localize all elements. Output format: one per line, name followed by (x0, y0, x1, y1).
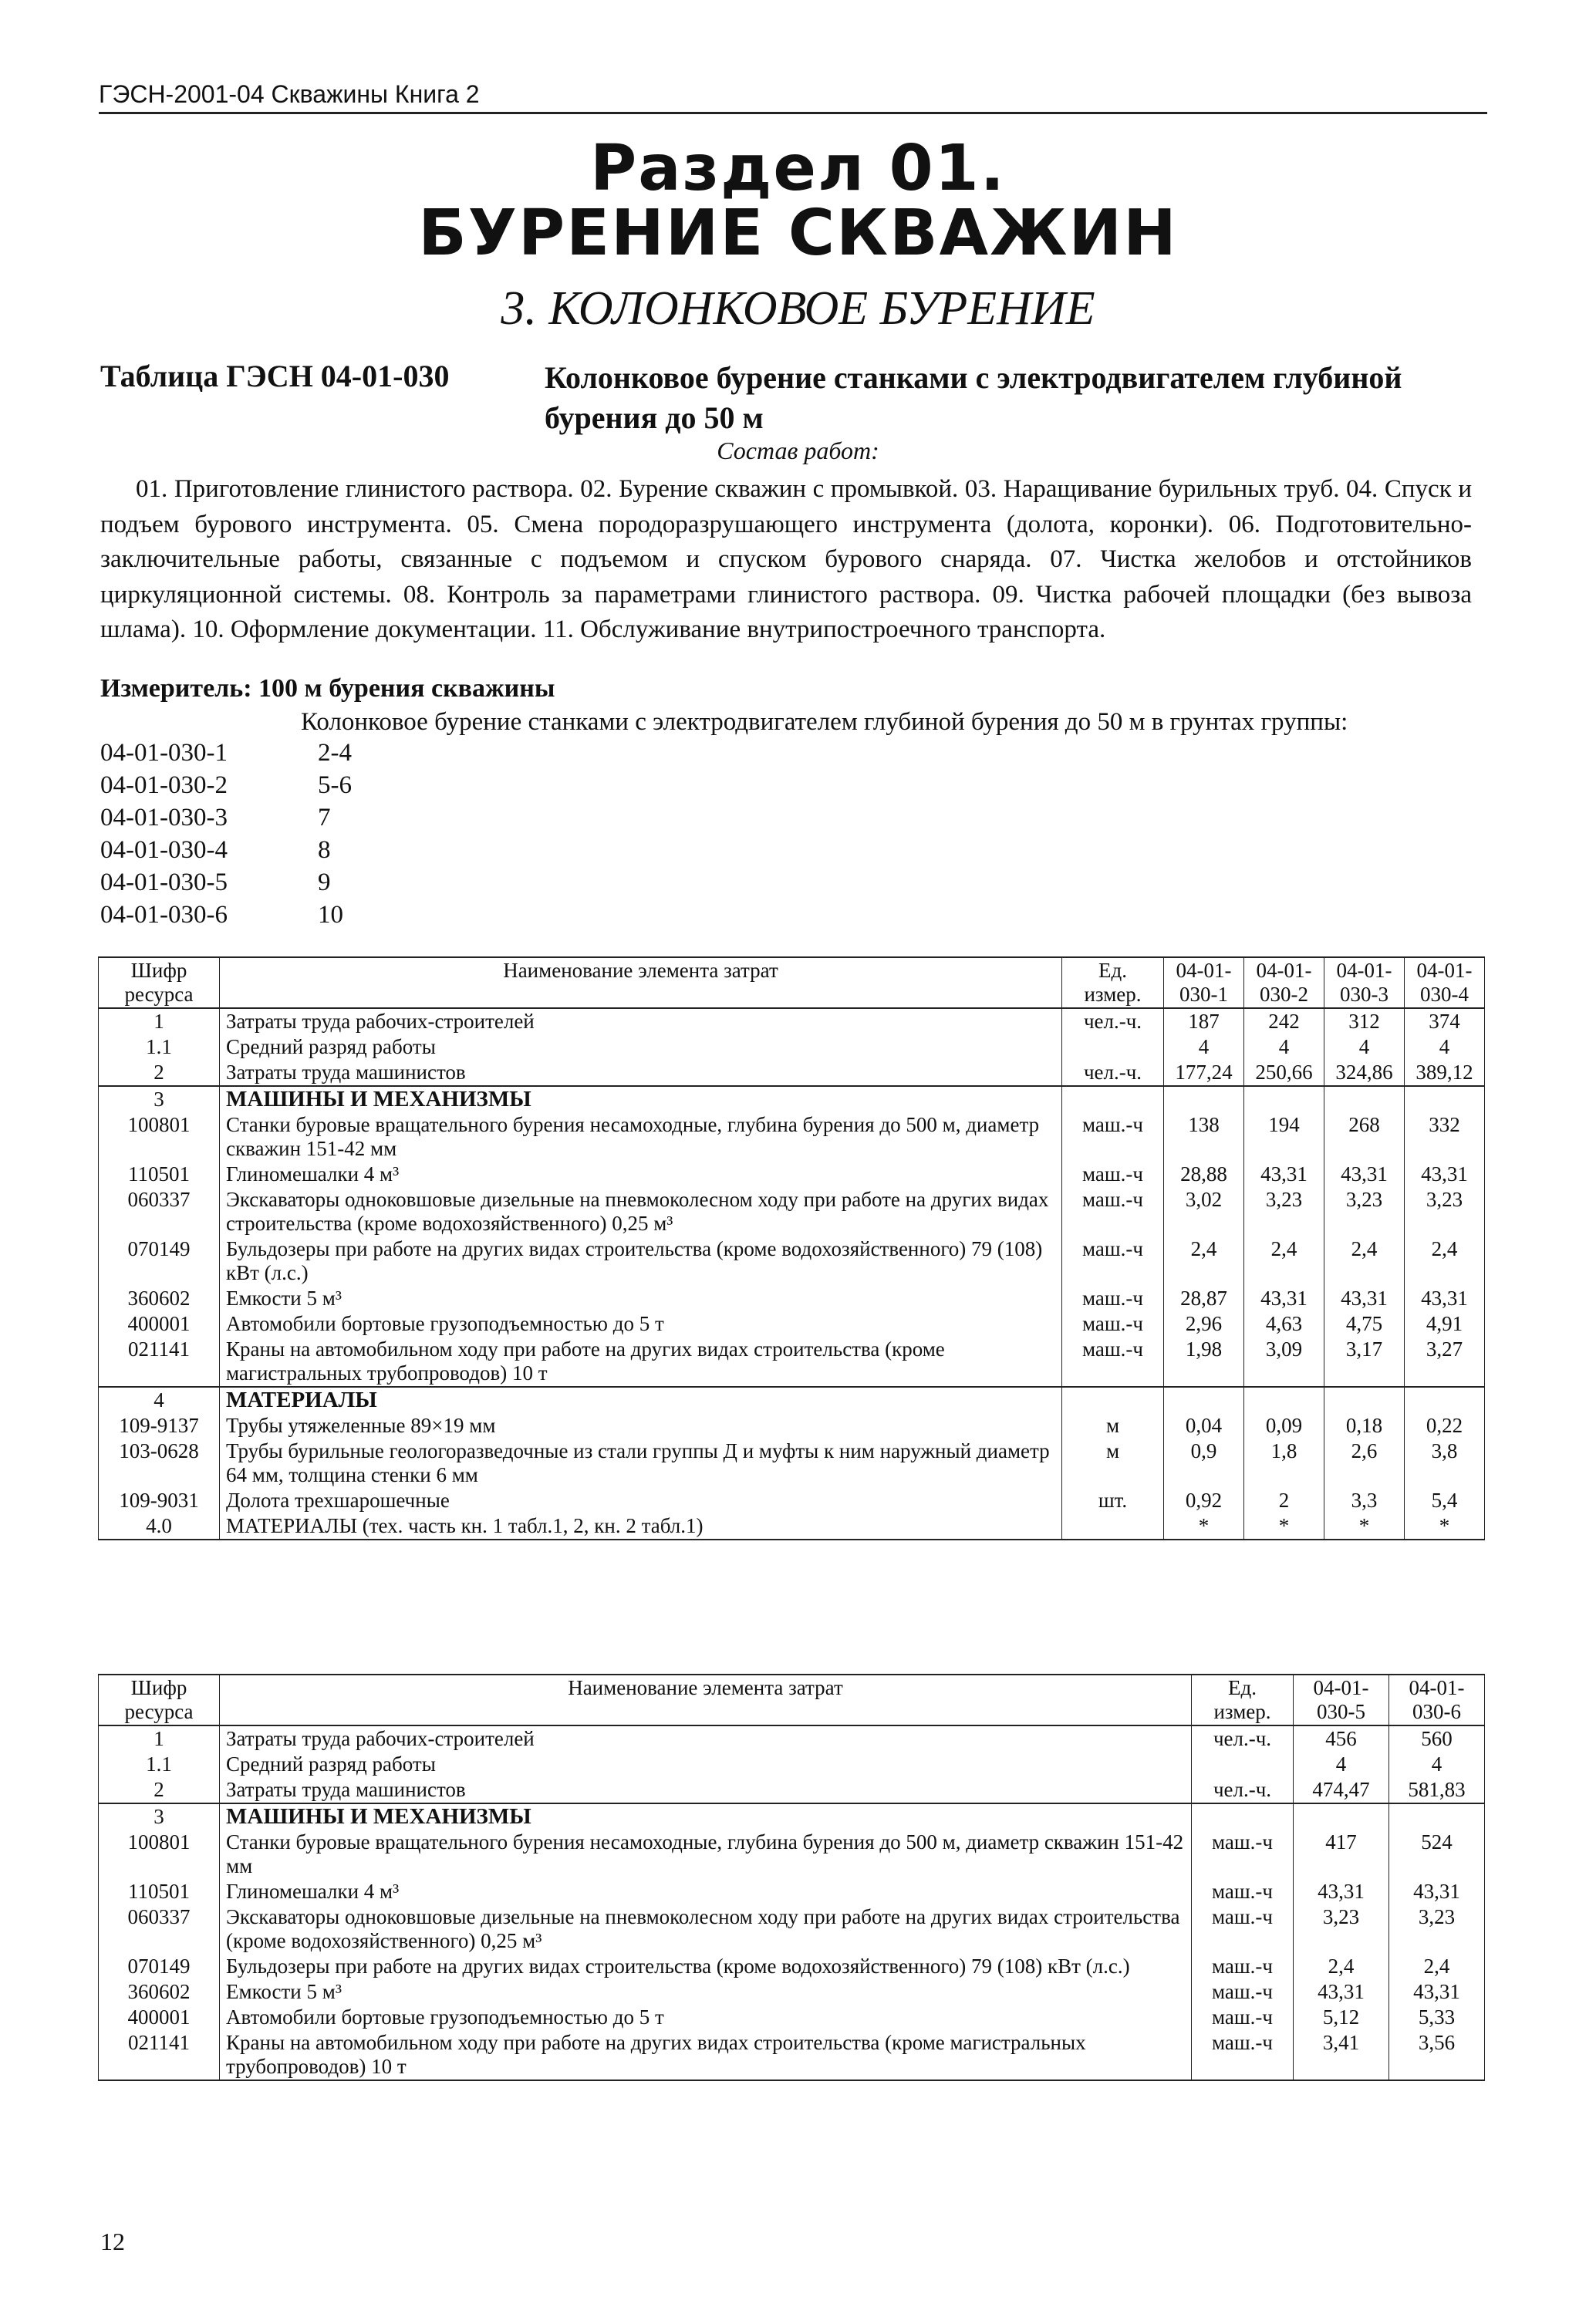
resource-unit (1062, 1034, 1164, 1060)
resource-code: 100801 (99, 1112, 220, 1162)
norm-value: 2,4 (1244, 1236, 1324, 1286)
resource-unit: маш.-ч (1062, 1286, 1164, 1311)
resource-name: Экскаваторы одноковшовые дизельные на пневмоколесном ходу при работе на других видах строительства (кроме водохозяйственного) 0,25 м³ (220, 1187, 1062, 1236)
resource-unit (1192, 1803, 1294, 1830)
table-body (99, 1725, 1485, 2080)
section-row (99, 1803, 1485, 1830)
code: 04-01-030-6 (100, 901, 228, 929)
resource-table-2 (98, 1674, 1485, 2081)
soil-group: 7 (318, 804, 331, 831)
norm-value: 389,12 (1405, 1060, 1485, 1086)
norm-value: 2,4 (1164, 1236, 1244, 1286)
norm-value: 524 (1389, 1830, 1485, 1879)
table-row (99, 1439, 1485, 1488)
resource-unit: чел.-ч. (1062, 1008, 1164, 1034)
section-row (99, 1086, 1485, 1112)
norm-value: 187 (1164, 1008, 1244, 1034)
norm-value: 43,31 (1405, 1286, 1485, 1311)
table-body (99, 1008, 1485, 1540)
norm-value: 5,12 (1294, 2005, 1389, 2030)
norm-value: 0,92 (1164, 1488, 1244, 1513)
code: 04-01-030-3 (100, 804, 228, 831)
norm-value (1244, 1086, 1324, 1112)
resource-name: Глиномешалки 4 м³ (220, 1162, 1062, 1187)
resource-unit: маш.-ч (1192, 1830, 1294, 1879)
composition-title: Состав работ: (717, 437, 879, 464)
soil-group: 5-6 (318, 771, 352, 799)
table-row (99, 1777, 1485, 1803)
table-row (99, 1162, 1485, 1187)
soil-group: 2-4 (318, 739, 352, 767)
norm-value: 242 (1244, 1008, 1324, 1034)
norm-value: 2,4 (1294, 1954, 1389, 1979)
norm-value: 4,91 (1405, 1311, 1485, 1337)
norm-value: 5,33 (1389, 2005, 1485, 2030)
resource-code: 021141 (99, 1337, 220, 1387)
norm-value: 177,24 (1164, 1060, 1244, 1086)
norm-value: 3,09 (1244, 1337, 1324, 1387)
header-unit: Ед. измер. (1192, 1675, 1294, 1725)
resource-code: 2 (99, 1060, 220, 1086)
page-number: 12 (100, 2228, 125, 2255)
resource-name: Бульдозеры при работе на других видах строительства (кроме водохозяйственного) 79 (108) кВт (л.с.) (220, 1236, 1062, 1286)
norm-value: 2,4 (1324, 1236, 1405, 1286)
norm-value: 3,8 (1405, 1439, 1485, 1488)
norm-value: * (1164, 1513, 1244, 1540)
resource-code: 060337 (99, 1187, 220, 1236)
code-list-item (100, 869, 352, 901)
table-row (99, 2005, 1485, 2030)
resource-name: Средний разряд работы (220, 1752, 1192, 1777)
resource-name: МАТЕРИАЛЫ (220, 1387, 1062, 1413)
norm-value: 1,8 (1244, 1439, 1324, 1488)
norm-value: 43,31 (1324, 1286, 1405, 1311)
running-header: ГЭСН-2001-04 Скважины Книга 2 (99, 80, 1487, 114)
resource-code: 109-9137 (99, 1413, 220, 1439)
norm-value: 0,18 (1324, 1413, 1405, 1439)
norm-value: 43,31 (1294, 1979, 1389, 2005)
resource-unit: шт. (1062, 1488, 1164, 1513)
norm-value: 3,23 (1405, 1187, 1485, 1236)
norm-value (1164, 1086, 1244, 1112)
norm-value (1324, 1086, 1405, 1112)
norm-value: 43,31 (1389, 1879, 1485, 1904)
resource-name: МАТЕРИАЛЫ (тех. часть кн. 1 табл.1, 2, кн. 2 табл.1) (220, 1513, 1062, 1540)
code-list-item (100, 804, 352, 836)
resource-name: Автомобили бортовые грузоподъемностью до 5 т (220, 1311, 1062, 1337)
norm-value: 43,31 (1324, 1162, 1405, 1187)
resource-unit: чел.-ч. (1192, 1777, 1294, 1803)
norm-value: 138 (1164, 1112, 1244, 1162)
norm-value: 3,3 (1324, 1488, 1405, 1513)
header-norm: 04-01-030-4 (1405, 957, 1485, 1008)
soil-groups-title: Колонковое бурение станками с электродвигателем глубиной бурения до 50 м в грунтах группы: (301, 708, 1348, 736)
table-header-row (99, 1675, 1485, 1725)
code: 04-01-030-4 (100, 836, 228, 864)
resource-code: 360602 (99, 1979, 220, 2005)
norm-value: 5,4 (1405, 1488, 1485, 1513)
norm-value: 3,17 (1324, 1337, 1405, 1387)
norm-value: 4 (1405, 1034, 1485, 1060)
section-title: Раздел 01. (590, 132, 1006, 205)
norm-value: 4 (1164, 1034, 1244, 1060)
resource-code: 1 (99, 1008, 220, 1034)
norm-value: 324,86 (1324, 1060, 1405, 1086)
norm-value: 4,75 (1324, 1311, 1405, 1337)
table-row (99, 1904, 1485, 1954)
resource-code: 360602 (99, 1286, 220, 1311)
resource-unit: чел.-ч. (1062, 1060, 1164, 1086)
resource-name: Емкости 5 м³ (220, 1286, 1062, 1311)
resource-code: 4.0 (99, 1513, 220, 1540)
resource-unit: чел.-ч. (1192, 1725, 1294, 1752)
resource-unit: маш.-ч (1062, 1337, 1164, 1387)
resource-code: 3 (99, 1086, 220, 1112)
resource-unit: маш.-ч (1062, 1236, 1164, 1286)
norm-value: 4 (1389, 1752, 1485, 1777)
resource-code: 1.1 (99, 1752, 220, 1777)
table-row (99, 1413, 1485, 1439)
resource-code: 100801 (99, 1830, 220, 1879)
norm-value: 2,96 (1164, 1311, 1244, 1337)
meter-value: 100 м бурения скважины (258, 674, 555, 703)
resource-name: Краны на автомобильном ходу при работе на других видах строительства (кроме магистральных трубопроводов) 10 т (220, 2030, 1192, 2080)
resource-unit: маш.-ч (1192, 2030, 1294, 2080)
norm-value: 4 (1244, 1034, 1324, 1060)
table-row (99, 1060, 1485, 1086)
code: 04-01-030-5 (100, 869, 228, 896)
norm-value: 0,9 (1164, 1439, 1244, 1488)
resource-unit (1192, 1752, 1294, 1777)
norm-value: 28,87 (1164, 1286, 1244, 1311)
norm-value: * (1405, 1513, 1485, 1540)
section-row (99, 1387, 1485, 1413)
resource-table-1 (98, 956, 1485, 1540)
norm-value: 2,4 (1405, 1236, 1485, 1286)
norm-value: 3,56 (1389, 2030, 1485, 2080)
norm-value (1405, 1387, 1485, 1413)
soil-group: 9 (318, 869, 331, 896)
norm-value: 1,98 (1164, 1337, 1244, 1387)
resource-name: Экскаваторы одноковшовые дизельные на пневмоколесном ходу при работе на других видах строительства (кроме водохозяйственного) 0,25 м³ (220, 1904, 1192, 1954)
code-list-item (100, 836, 352, 869)
code-list (100, 739, 352, 933)
table-row (99, 1954, 1485, 1979)
norm-value (1324, 1387, 1405, 1413)
header-name: Наименование элемента затрат (220, 1675, 1192, 1725)
resource-code: 400001 (99, 2005, 220, 2030)
resource-unit: маш.-ч (1062, 1311, 1164, 1337)
resource-unit: м (1062, 1413, 1164, 1439)
resource-unit (1062, 1086, 1164, 1112)
norm-value: 2 (1244, 1488, 1324, 1513)
norm-value: * (1244, 1513, 1324, 1540)
resource-code: 021141 (99, 2030, 220, 2080)
header-norm: 04-01-030-6 (1389, 1675, 1485, 1725)
table-row (99, 1311, 1485, 1337)
meter-label: Измеритель: (100, 674, 252, 703)
norm-value: 2,6 (1324, 1439, 1405, 1488)
resource-name: МАШИНЫ И МЕХАНИЗМЫ (220, 1803, 1192, 1830)
header-norm: 04-01-030-2 (1244, 957, 1324, 1008)
resource-name: Трубы утяжеленные 89×19 мм (220, 1413, 1062, 1439)
table-row (99, 1112, 1485, 1162)
header-name: Наименование элемента затрат (220, 957, 1062, 1008)
header-norm: 04-01-030-3 (1324, 957, 1405, 1008)
norm-value: 43,31 (1294, 1879, 1389, 1904)
section-subtitle: БУРЕНИЕ СКВАЖИН (418, 197, 1178, 270)
works-description: 01. Приготовление глинистого раствора. 02. Бурение скважин с промывкой. 03. Наращивание бурильных труб. 04. Спуск и подъем бурового инструмента. 05. Смена породоразрушающего инструмента (долота, коронки). 06. Подготовительно-заключительные работы, связанные с подъемом и спуском бурового снаряда. 07. Чистка желобов и отстойников циркуляционной системы. 08. Контроль за параметрами глинистого раствора. 09. Чистка рабочей площадки (без вывоза шлама). 10. Оформление документации. 11. Обслуживание внутрипостроечного транспорта. (100, 475, 1472, 643)
table-row (99, 2030, 1485, 2080)
resource-unit: маш.-ч (1062, 1187, 1164, 1236)
norm-value: 4 (1294, 1752, 1389, 1777)
resource-name: Средний разряд работы (220, 1034, 1062, 1060)
table-id: Таблица ГЭСН 04-01-030 (100, 359, 450, 393)
header-unit: Ед. измер. (1062, 957, 1164, 1008)
norm-value (1244, 1387, 1324, 1413)
norm-value: 312 (1324, 1008, 1405, 1034)
norm-value: 28,88 (1164, 1162, 1244, 1187)
norm-value: 43,31 (1244, 1162, 1324, 1187)
resource-name: МАШИНЫ И МЕХАНИЗМЫ (220, 1086, 1062, 1112)
norm-value: 3,23 (1324, 1187, 1405, 1236)
resource-unit: маш.-ч (1062, 1162, 1164, 1187)
soil-group: 10 (318, 901, 343, 929)
norm-value: 0,09 (1244, 1413, 1324, 1439)
table-header-row (99, 957, 1485, 1008)
table-row (99, 1236, 1485, 1286)
table-row (99, 1008, 1485, 1034)
table-row (99, 1337, 1485, 1387)
resource-code: 103-0628 (99, 1439, 220, 1488)
norm-value: 4,63 (1244, 1311, 1324, 1337)
code: 04-01-030-1 (100, 739, 228, 767)
norm-value: 43,31 (1389, 1979, 1485, 2005)
resource-code: 1 (99, 1725, 220, 1752)
resource-name: Станки буровые вращательного бурения несамоходные, глубина бурения до 500 м, диаметр скважин 151-42 мм (220, 1830, 1192, 1879)
resource-unit: маш.-ч (1192, 1979, 1294, 2005)
header-code: Шифр ресурса (99, 957, 220, 1008)
table-row (99, 1488, 1485, 1513)
norm-value: 4 (1324, 1034, 1405, 1060)
table-row (99, 1034, 1485, 1060)
resource-name: Долота трехшарошечные (220, 1488, 1062, 1513)
norm-value (1164, 1387, 1244, 1413)
header-norm: 04-01-030-5 (1294, 1675, 1389, 1725)
table-row (99, 1830, 1485, 1879)
resource-code: 109-9031 (99, 1488, 220, 1513)
resource-name: Краны на автомобильном ходу при работе на других видах строительства (кроме магистральных трубопроводов) 10 т (220, 1337, 1062, 1387)
norm-value: 456 (1294, 1725, 1389, 1752)
resource-name: Трубы бурильные геологоразведочные из стали группы Д и муфты к ним наружный диаметр 64 мм, толщина стенки 6 мм (220, 1439, 1062, 1488)
resource-unit (1062, 1387, 1164, 1413)
code-list-item (100, 901, 352, 933)
table-row (99, 1752, 1485, 1777)
norm-value: 474,47 (1294, 1777, 1389, 1803)
norm-value: 3,41 (1294, 2030, 1389, 2080)
table-row (99, 1979, 1485, 2005)
meter-line (100, 674, 555, 703)
resource-name: Затраты труда машинистов (220, 1060, 1062, 1086)
table-title: Колонковое бурение станками с электродвигателем глубиной бурения до 50 м (545, 360, 1402, 435)
resource-unit: маш.-ч (1192, 2005, 1294, 2030)
resource-code: 3 (99, 1803, 220, 1830)
header-norm: 04-01-030-1 (1164, 957, 1244, 1008)
resource-name: Глиномешалки 4 м³ (220, 1879, 1192, 1904)
resource-code: 1.1 (99, 1034, 220, 1060)
norm-value: 374 (1405, 1008, 1485, 1034)
resource-code: 4 (99, 1387, 220, 1413)
norm-value: 194 (1244, 1112, 1324, 1162)
code: 04-01-030-2 (100, 771, 228, 799)
table-row (99, 1879, 1485, 1904)
code-list-item (100, 739, 352, 771)
resource-unit: маш.-ч (1192, 1879, 1294, 1904)
resource-code: 070149 (99, 1236, 220, 1286)
resource-code: 070149 (99, 1954, 220, 1979)
header-code: Шифр ресурса (99, 1675, 220, 1725)
resource-code: 060337 (99, 1904, 220, 1954)
resource-name: Затраты труда рабочих-строителей (220, 1008, 1062, 1034)
resource-name: Автомобили бортовые грузоподъемностью до 5 т (220, 2005, 1192, 2030)
resource-code: 110501 (99, 1879, 220, 1904)
resource-unit: маш.-ч (1192, 1954, 1294, 1979)
norm-value: 417 (1294, 1830, 1389, 1879)
norm-value: * (1324, 1513, 1405, 1540)
norm-value: 43,31 (1405, 1162, 1485, 1187)
norm-value: 250,66 (1244, 1060, 1324, 1086)
norm-value (1405, 1086, 1485, 1112)
resource-code: 400001 (99, 1311, 220, 1337)
table-row (99, 1513, 1485, 1540)
norm-value: 3,23 (1389, 1904, 1485, 1954)
norm-value: 581,83 (1389, 1777, 1485, 1803)
norm-value: 2,4 (1389, 1954, 1485, 1979)
norm-value: 0,04 (1164, 1413, 1244, 1439)
resource-name: Станки буровые вращательного бурения несамоходные, глубина бурения до 500 м, диаметр скважин 151-42 мм (220, 1112, 1062, 1162)
table-row (99, 1725, 1485, 1752)
table-row (99, 1187, 1485, 1236)
table-row (99, 1286, 1485, 1311)
resource-name: Емкости 5 м³ (220, 1979, 1192, 2005)
norm-value (1389, 1803, 1485, 1830)
subsection-title: 3. КОЛОНКОВОЕ БУРЕНИЕ (501, 282, 1095, 335)
norm-value (1294, 1803, 1389, 1830)
resource-code: 110501 (99, 1162, 220, 1187)
soil-group: 8 (318, 836, 331, 864)
resource-unit (1062, 1513, 1164, 1540)
norm-value: 43,31 (1244, 1286, 1324, 1311)
norm-value: 0,22 (1405, 1413, 1485, 1439)
norm-value: 268 (1324, 1112, 1405, 1162)
resource-name: Бульдозеры при работе на других видах строительства (кроме водохозяйственного) 79 (108) кВт (л.с.) (220, 1954, 1192, 1979)
resource-code: 2 (99, 1777, 220, 1803)
norm-value: 3,02 (1164, 1187, 1244, 1236)
norm-value: 3,27 (1405, 1337, 1485, 1387)
code-list-item (100, 771, 352, 804)
resource-name: Затраты труда рабочих-строителей (220, 1725, 1192, 1752)
resource-unit: м (1062, 1439, 1164, 1488)
resource-name: Затраты труда машинистов (220, 1777, 1192, 1803)
resource-unit: маш.-ч (1062, 1112, 1164, 1162)
norm-value: 3,23 (1244, 1187, 1324, 1236)
resource-unit: маш.-ч (1192, 1904, 1294, 1954)
norm-value: 3,23 (1294, 1904, 1389, 1954)
norm-value: 332 (1405, 1112, 1485, 1162)
norm-value: 560 (1389, 1725, 1485, 1752)
